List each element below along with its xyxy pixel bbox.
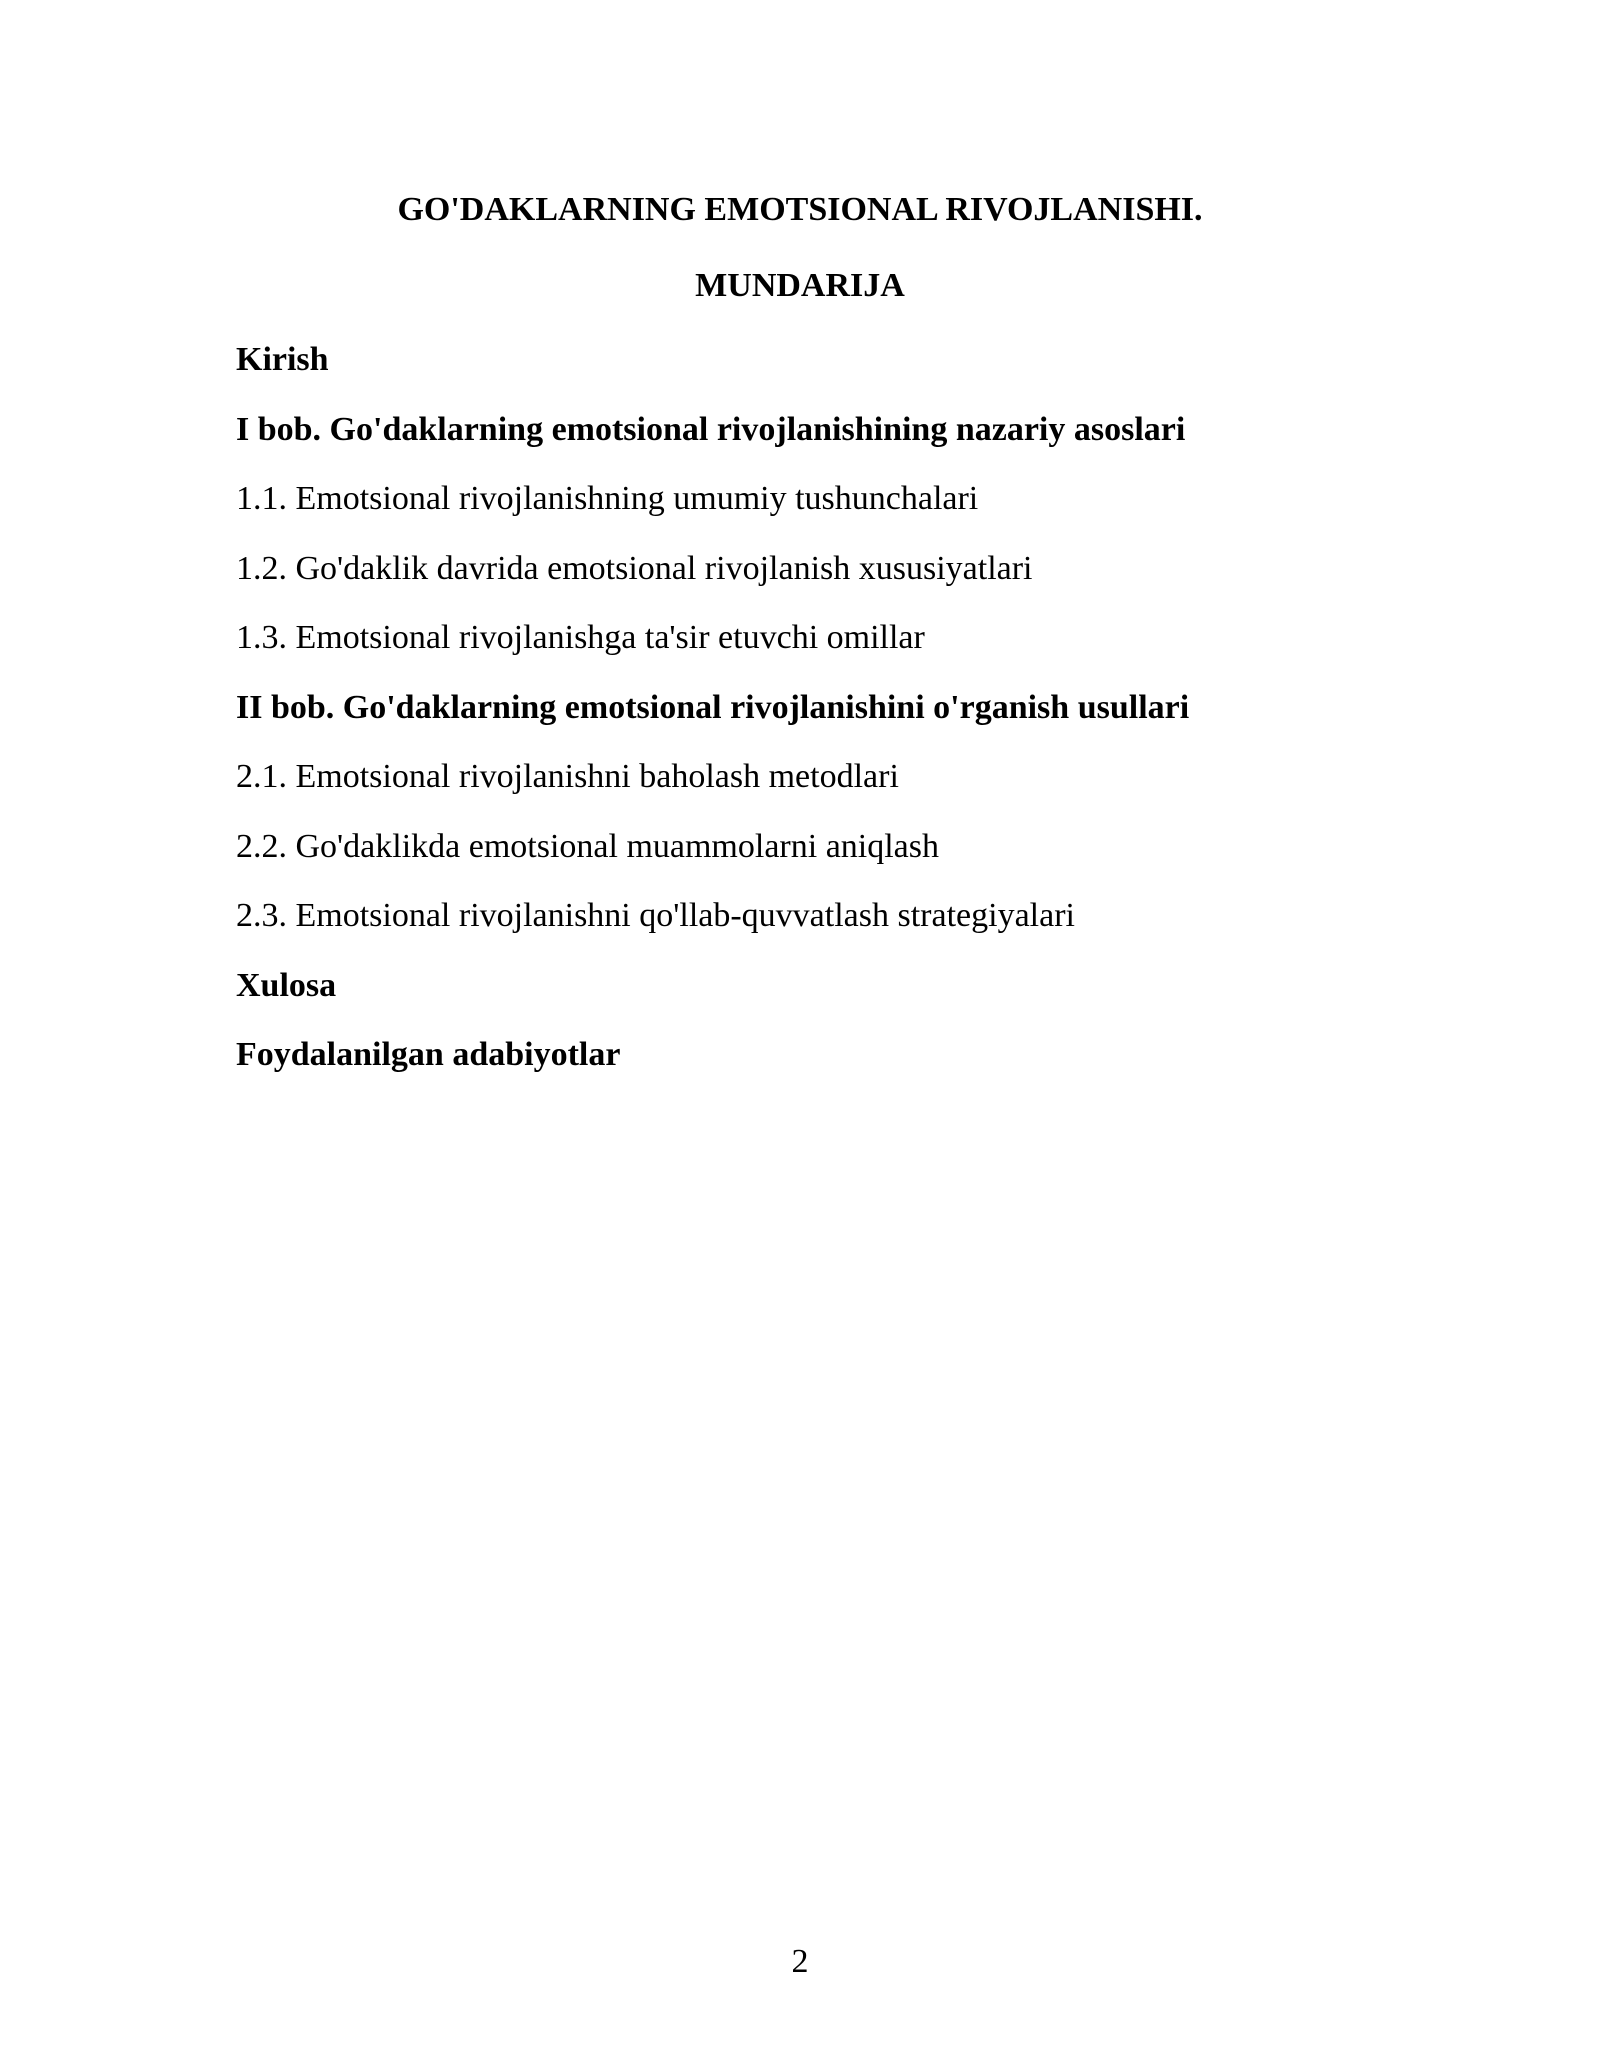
toc-entry-section-2-3: 2.3. Emotsional rivojlanishni qo'llab-quvvatlash strategiyalari [236, 897, 1075, 934]
toc-entry-section-1-3: 1.3. Emotsional rivojlanishga ta'sir etuvchi omillar [236, 619, 925, 656]
toc-entry-chapter-2: II bob. Go'daklarning emotsional rivojlanishini o'rganish usullari [236, 688, 1190, 726]
toc-heading: MUNDARIJA [695, 267, 905, 304]
document-title: GO'DAKLARNING EMOTSIONAL RIVOJLANISHI. [397, 191, 1203, 228]
table-of-contents [236, 338, 1436, 1103]
toc-entry-chapter-1: I bob. Go'daklarning emotsional rivojlanishining nazariy asoslari [236, 410, 1186, 448]
toc-entry-conclusion: Xulosa [236, 966, 337, 1004]
page-number: 2 [791, 1943, 809, 1980]
toc-entry-section-2-1: 2.1. Emotsional rivojlanishni baholash metodlari [236, 758, 899, 795]
toc-entry-section-1-1: 1.1. Emotsional rivojlanishning umumiy tushunchalari [236, 480, 979, 517]
toc-entry-references: Foydalanilgan adabiyotlar [236, 1036, 621, 1073]
toc-entry-section-2-2: 2.2. Go'daklikda emotsional muammolarni aniqlash [236, 827, 939, 865]
toc-entry-introduction: Kirish [236, 341, 329, 378]
toc-entry-section-1-2: 1.2. Go'daklik davrida emotsional rivojlanish xususiyatlari [236, 549, 1033, 587]
